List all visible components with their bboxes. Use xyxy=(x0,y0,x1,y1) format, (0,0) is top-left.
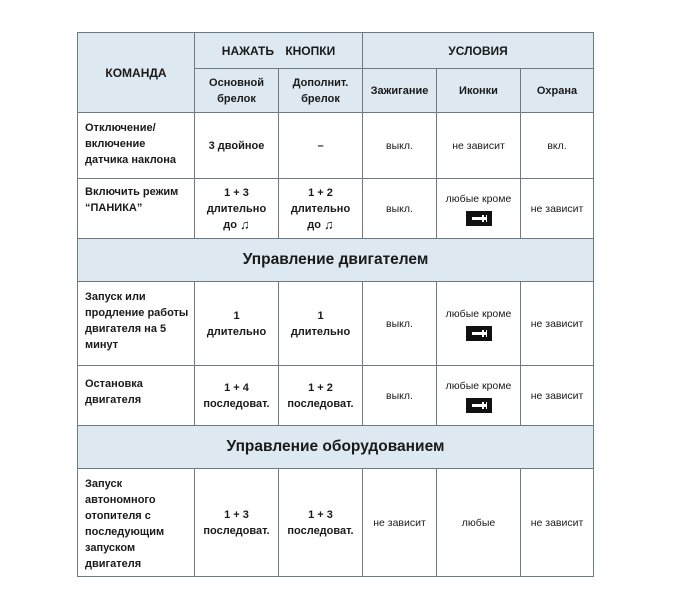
header-press-buttons: НАЖАТЬ КНОПКИ xyxy=(195,33,363,69)
header-security: Охрана xyxy=(521,69,594,113)
header-ignition: Зажигание xyxy=(363,69,437,113)
main-fob-cell: 1 + 4 последоват. xyxy=(195,366,279,426)
icons-cell: любые xyxy=(437,469,521,577)
table-row xyxy=(78,113,594,179)
ignition-cell: не зависит xyxy=(363,469,437,577)
music-note-icon: ♫ xyxy=(240,216,250,232)
wrench-icon xyxy=(466,398,492,413)
icons-cell: любые кроме xyxy=(437,282,521,366)
header-main-fob: Основной брелок xyxy=(195,69,279,113)
header-command: КОМАНДА xyxy=(78,33,195,113)
extra-fob-cell: – xyxy=(279,113,363,179)
security-cell: не зависит xyxy=(521,282,594,366)
wrench-icon xyxy=(466,211,492,226)
security-cell: не зависит xyxy=(521,179,594,239)
music-note-icon: ♫ xyxy=(324,216,334,232)
table-row xyxy=(78,179,594,239)
ignition-cell: выкл. xyxy=(363,282,437,366)
icons-cell: любые кроме xyxy=(437,366,521,426)
icons-cell: не зависит xyxy=(437,113,521,179)
section-row xyxy=(78,426,594,469)
commands-table xyxy=(77,32,594,577)
extra-fob-cell: 1 + 2 длительно до ♫ xyxy=(279,179,363,239)
ignition-cell: выкл. xyxy=(363,179,437,239)
section-title: Управление оборудованием xyxy=(78,426,594,469)
section-row xyxy=(78,239,594,282)
ignition-cell: выкл. xyxy=(363,113,437,179)
main-fob-cell: 1 + 3 длительно до ♫ xyxy=(195,179,279,239)
table-row xyxy=(78,469,594,577)
ignition-cell: выкл. xyxy=(363,366,437,426)
security-cell: вкл. xyxy=(521,113,594,179)
command-cell: Остановка двигателя xyxy=(78,366,195,426)
section-title: Управление двигателем xyxy=(78,239,594,282)
main-fob-cell: 1 + 3 последоват. xyxy=(195,469,279,577)
header-conditions: УСЛОВИЯ xyxy=(363,33,594,69)
command-cell: Включить режим “ПАНИКА” xyxy=(78,179,195,239)
security-cell: не зависит xyxy=(521,366,594,426)
main-fob-cell: 3 двойное xyxy=(195,113,279,179)
wrench-icon xyxy=(466,326,492,341)
table-row xyxy=(78,366,594,426)
header-icons: Иконки xyxy=(437,69,521,113)
header-extra-fob: Дополнит. брелок xyxy=(279,69,363,113)
extra-fob-cell: 1 + 2 последоват. xyxy=(279,366,363,426)
security-cell: не зависит xyxy=(521,469,594,577)
extra-fob-cell: 1 длительно xyxy=(279,282,363,366)
main-fob-cell: 1 длительно xyxy=(195,282,279,366)
extra-fob-cell: 1 + 3 последоват. xyxy=(279,469,363,577)
command-cell: Запуск автономного отопителя с последующим запуском двигателя xyxy=(78,469,195,577)
command-cell: Запуск или продление работы двигателя на 5 минут xyxy=(78,282,195,366)
table-row xyxy=(78,282,594,366)
icons-cell: любые кроме xyxy=(437,179,521,239)
command-cell: Отключение/ включение датчика наклона xyxy=(78,113,195,179)
